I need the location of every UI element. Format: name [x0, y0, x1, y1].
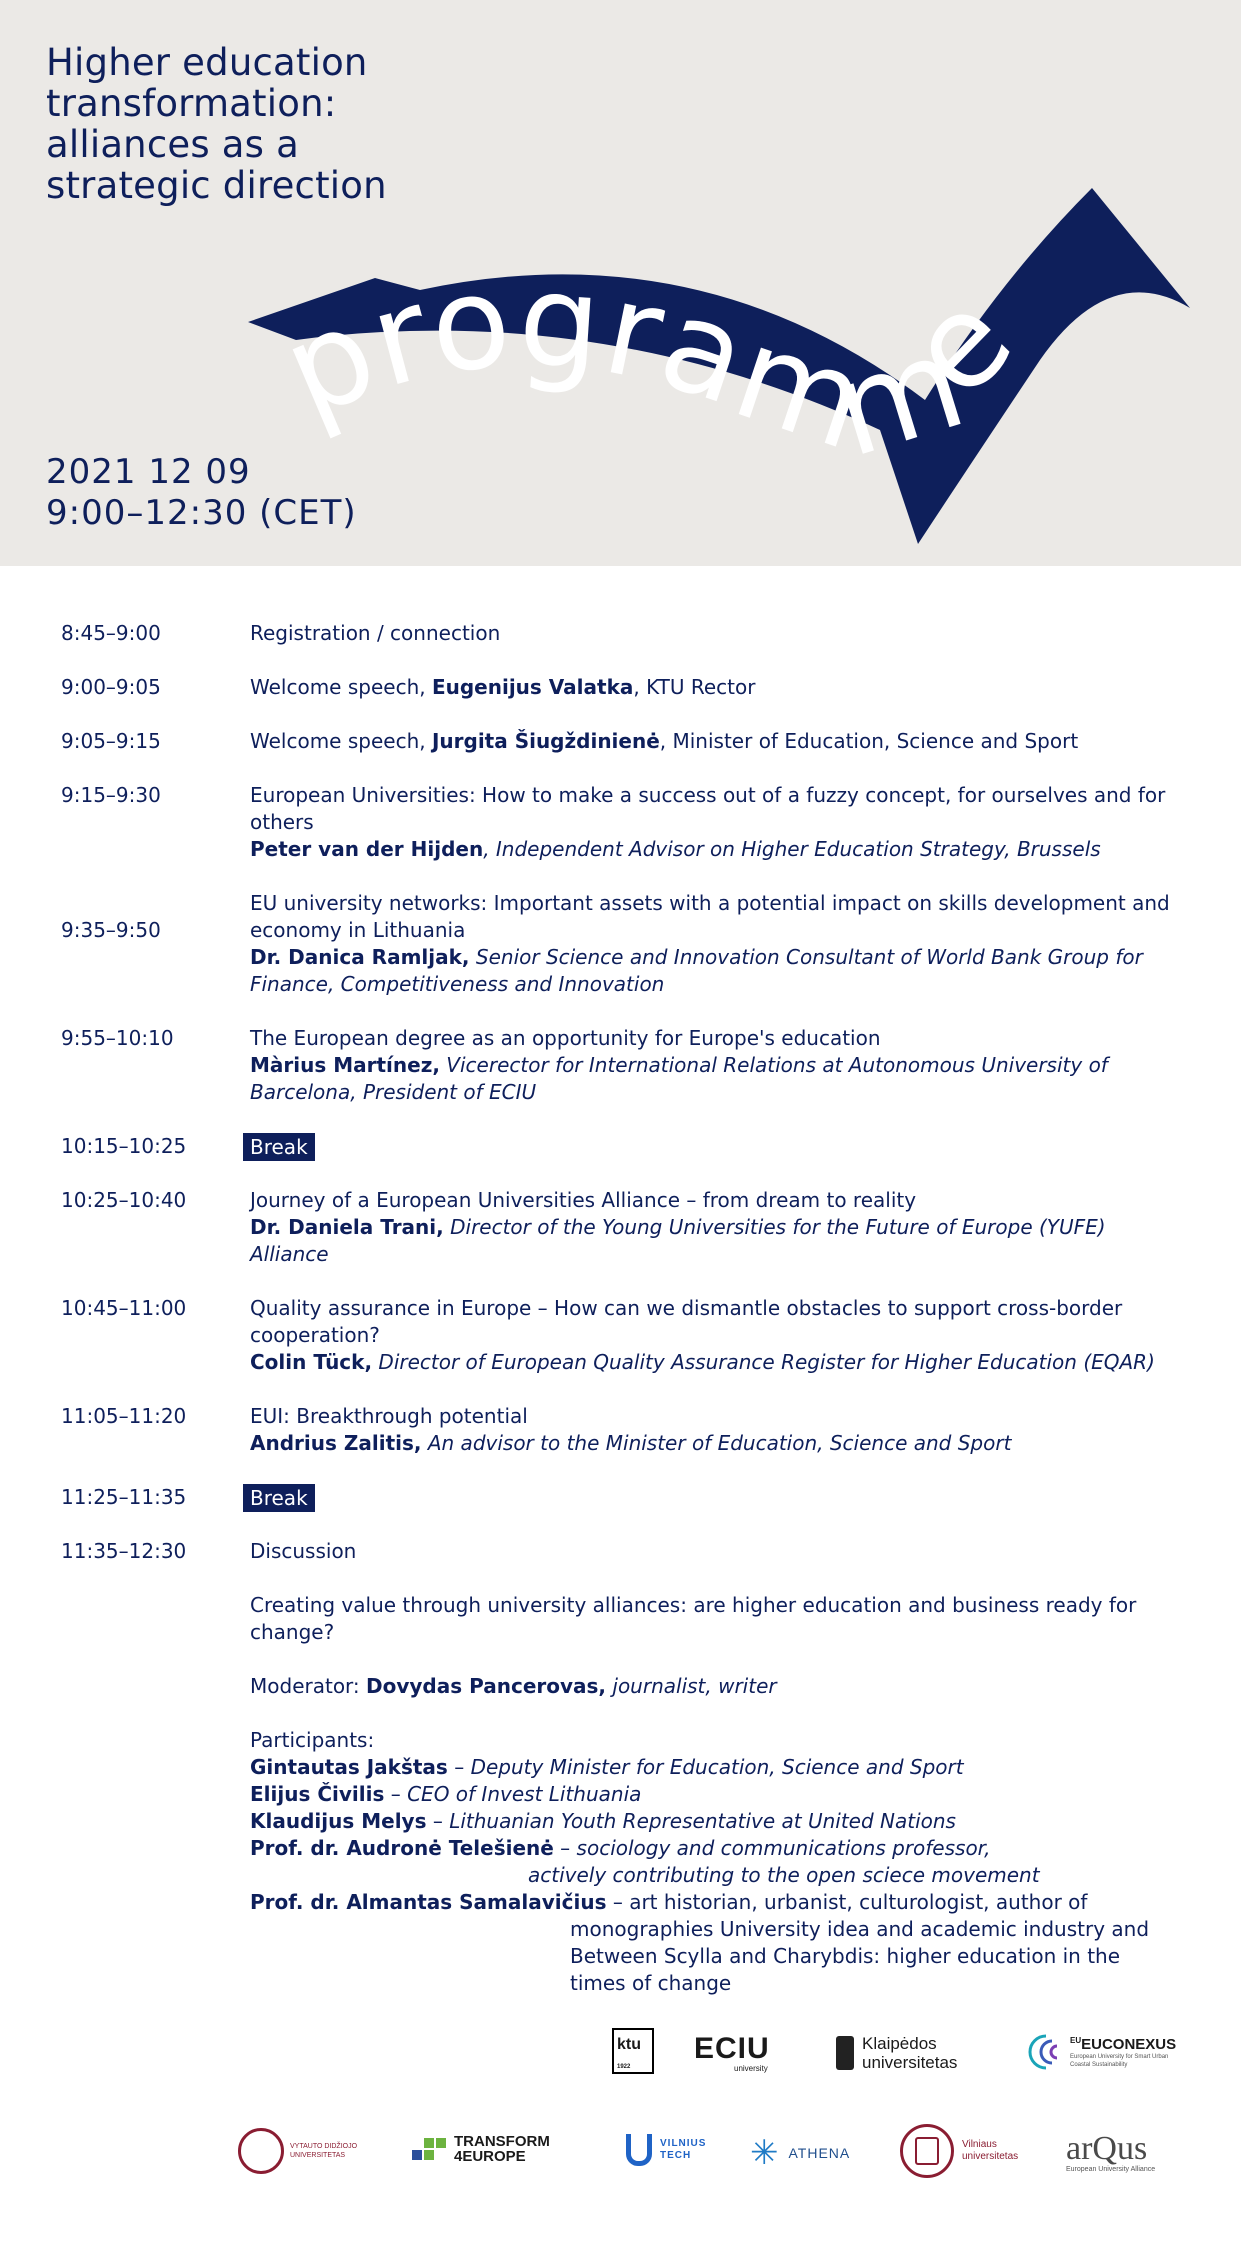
agenda-title: Quality assurance in Europe – How can we dismantle obstacles to support cross-border cooperation?	[250, 1296, 1123, 1347]
ktu-logo-text: ktu	[617, 2036, 641, 2053]
agenda-content	[250, 1025, 1190, 1106]
agenda-title: Welcome speech,	[250, 675, 432, 699]
euconexus-logo	[1026, 2032, 1190, 2072]
hero-header	[0, 0, 1241, 566]
agenda-content	[250, 1484, 1190, 1512]
participant	[250, 1835, 1190, 1862]
separator: –	[384, 1782, 408, 1806]
agenda-content	[250, 1295, 1190, 1376]
participant-role: sociology and communications professor,	[576, 1836, 991, 1860]
partner-logos	[0, 2010, 1241, 2260]
klaipeda-logo	[836, 2034, 957, 2072]
participant-name: Klaudijus Melys	[250, 1809, 427, 1833]
agenda-content	[250, 1187, 1190, 1268]
separator: –	[447, 1755, 471, 1779]
moderator-name: Dovydas Pancerovas,	[366, 1674, 607, 1698]
vdu-logo	[238, 2128, 370, 2174]
agenda-time: 9:00–9:05	[61, 675, 161, 699]
speaker-role: Vicerector for International Relations at Autonomous University of Barcelona, President of ECIU	[250, 1053, 1108, 1104]
agenda-content	[250, 728, 1190, 755]
participant-role-cont: actively contributing to the open sciece movement	[528, 1863, 1040, 1887]
vilnius-tech-line-1: VILNIUS	[660, 2138, 707, 2149]
speaker-name: Colin Tück,	[250, 1350, 373, 1374]
agenda-title: Welcome speech,	[250, 729, 432, 753]
speaker-name: Peter van der Hijden	[250, 837, 484, 861]
klaipeda-crest-icon	[836, 2036, 854, 2070]
transform-line-1: TRANSFORM	[454, 2133, 550, 2150]
euconexus-text: EUCONEXUS	[1081, 2035, 1177, 2053]
agenda-content	[250, 782, 1190, 863]
arqus-sub: European University Alliance	[1066, 2166, 1156, 2173]
separator: –	[606, 1890, 630, 1914]
banner-word: programme	[263, 245, 1043, 487]
separator: –	[426, 1809, 450, 1833]
agenda-time: 11:05–11:20	[61, 1404, 187, 1428]
participant-role-cont: monographies University idea and academic industry and	[570, 1917, 1150, 1941]
agenda-time: 10:45–11:00	[61, 1296, 187, 1320]
speaker-name: Andrius Zalitis,	[250, 1431, 422, 1455]
moderator-role: journalist, writer	[606, 1674, 777, 1698]
agenda-content	[250, 620, 1190, 647]
agenda-title: Journey of a European Universities Alliance – from dream to reality	[250, 1188, 917, 1212]
athena-star-icon: ✳	[750, 2134, 779, 2172]
vdu-seal-icon	[238, 2128, 284, 2174]
speaker-role: , Minister of Education, Science and Sport	[659, 729, 1079, 753]
klaipeda-line-1: Klaipėdos	[862, 2034, 937, 2053]
agenda-time: 9:15–9:30	[61, 783, 161, 807]
event-time: 9:00–12:30 (CET)	[46, 493, 357, 533]
break-badge: Break	[243, 1484, 315, 1512]
agenda-content	[250, 1403, 1190, 1457]
speaker-name: Eugenijus Valatka	[431, 675, 634, 699]
moderator-label: Moderator:	[250, 1674, 367, 1698]
vilnius-tech-icon	[626, 2134, 652, 2166]
participant	[250, 1754, 1190, 1781]
speaker-name: Dr. Danica Ramljak,	[250, 945, 470, 969]
separator: –	[553, 1836, 577, 1860]
event-datetime	[46, 452, 357, 534]
transform4europe-logo	[412, 2134, 550, 2164]
agenda-time: 11:35–12:30	[61, 1539, 187, 1563]
athena-logo	[750, 2136, 850, 2170]
transform-line-2: 4EUROPE	[454, 2148, 526, 2165]
participant	[250, 1781, 1190, 1808]
agenda-title: The European degree as an opportunity for Europe's education	[250, 1026, 881, 1050]
agenda-time: 9:05–9:15	[61, 729, 161, 753]
ktu-logo-year: 1922	[617, 2064, 631, 2070]
agenda-content	[250, 890, 1190, 998]
agenda-time: 8:45–9:00	[61, 621, 161, 645]
ktu-logo	[612, 2028, 654, 2074]
eciu-logo-sub: university	[734, 2064, 768, 2073]
svg-text:programme	[263, 246, 1042, 487]
participant	[250, 1808, 1190, 1835]
agenda-time: 10:15–10:25	[61, 1134, 187, 1158]
participant-role: Lithuanian Youth Representative at United Nations	[449, 1809, 956, 1833]
speaker-role: , KTU Rector	[633, 675, 756, 699]
participant-role: Deputy Minister for Education, Science and Sport	[470, 1755, 964, 1779]
event-date: 2021 12 09	[46, 452, 251, 492]
participant-name: Gintautas Jakštas	[250, 1755, 448, 1779]
speaker-name: Jurgita Šiugždinienė	[431, 729, 660, 753]
participant-role: CEO of Invest Lithuania	[407, 1782, 642, 1806]
speaker-name: Màrius Martínez,	[250, 1053, 440, 1077]
transform4europe-icon	[412, 2138, 446, 2160]
moderator	[250, 1673, 1190, 1700]
agenda-time: 9:35–9:50	[61, 918, 161, 942]
participant-name: Prof. dr. Audronė Telešienė	[250, 1836, 554, 1860]
agenda-title: EU university networks: Important assets with a potential impact on skills development and economy in Lithuania	[250, 891, 1170, 942]
vdu-text: VYTAUTO DIDŽIOJO UNIVERSITETAS	[290, 2143, 358, 2159]
vu-line-2: universitetas	[962, 2151, 1019, 2162]
speaker-role: An advisor to the Minister of Education, Science and Sport	[421, 1431, 1012, 1455]
speaker-role: Senior Science and Innovation Consultant of World Bank Group for Finance, Competitiveness and Innovation	[250, 945, 1143, 996]
agenda-time: 9:55–10:10	[61, 1026, 174, 1050]
participant-role: art historian, urbanist, culturologist, author of	[629, 1890, 1088, 1914]
break-badge: Break	[243, 1133, 315, 1161]
agenda-content	[250, 674, 1190, 701]
agenda-title: European Universities: How to make a success out of a fuzzy concept, for ourselves and for others	[250, 783, 1166, 834]
agenda-title: EUI: Breakthrough potential	[250, 1404, 528, 1428]
agenda-title: Discussion	[250, 1539, 357, 1563]
agenda-content	[250, 1133, 1190, 1161]
vilnius-tech-line-2: TECH	[660, 2150, 692, 2161]
euconexus-icon	[1026, 2032, 1066, 2072]
speaker-name: Dr. Daniela Trani,	[250, 1215, 444, 1239]
participant	[250, 1889, 1190, 1916]
euconexus-sub: European University for Smart Urban Coastal Sustainability	[1070, 2053, 1169, 2068]
vilniaus-universitetas-logo	[900, 2124, 1018, 2178]
participant-name: Prof. dr. Almantas Samalavičius	[250, 1890, 607, 1914]
speaker-role: , Independent Advisor on Higher Education Strategy, Brussels	[483, 837, 1101, 861]
speaker-role: Director of European Quality Assurance Register for Higher Education (EQAR)	[372, 1350, 1155, 1374]
eciu-logo	[694, 2032, 770, 2073]
euconexus-sup: EU	[1070, 2035, 1082, 2045]
eciu-logo-text: ECIU	[694, 2032, 770, 2065]
agenda-content	[250, 1538, 1190, 1997]
arqus-logo	[1066, 2132, 1155, 2174]
participant-role-cont: times of change	[570, 1971, 732, 1995]
agenda-time: 11:25–11:35	[61, 1485, 187, 1509]
klaipeda-line-2: universitetas	[862, 2053, 958, 2072]
speaker-role: Director of the Young Universities for the Future of Europe (YUFE) Alliance	[250, 1215, 1106, 1266]
athena-text: ATHENA	[788, 2145, 851, 2161]
agenda-time: 10:25–10:40	[61, 1188, 187, 1212]
page-title: Higher education transformation: alliances as a strategic direction	[46, 41, 387, 207]
vu-seal-icon	[900, 2124, 954, 2178]
arqus-text: arQus	[1066, 2130, 1148, 2167]
participants-label: Participants:	[250, 1728, 375, 1752]
vilnius-tech-logo	[626, 2134, 706, 2166]
participant-role-cont: Between Scylla and Charybdis: higher education in the	[570, 1944, 1121, 1968]
agenda-title: Registration / connection	[250, 621, 501, 645]
discussion-topic: Creating value through university alliances: are higher education and business ready for change?	[250, 1593, 1137, 1644]
participant-name: Elijus Čivilis	[250, 1782, 385, 1806]
vu-line-1: Vilniaus	[962, 2139, 997, 2150]
